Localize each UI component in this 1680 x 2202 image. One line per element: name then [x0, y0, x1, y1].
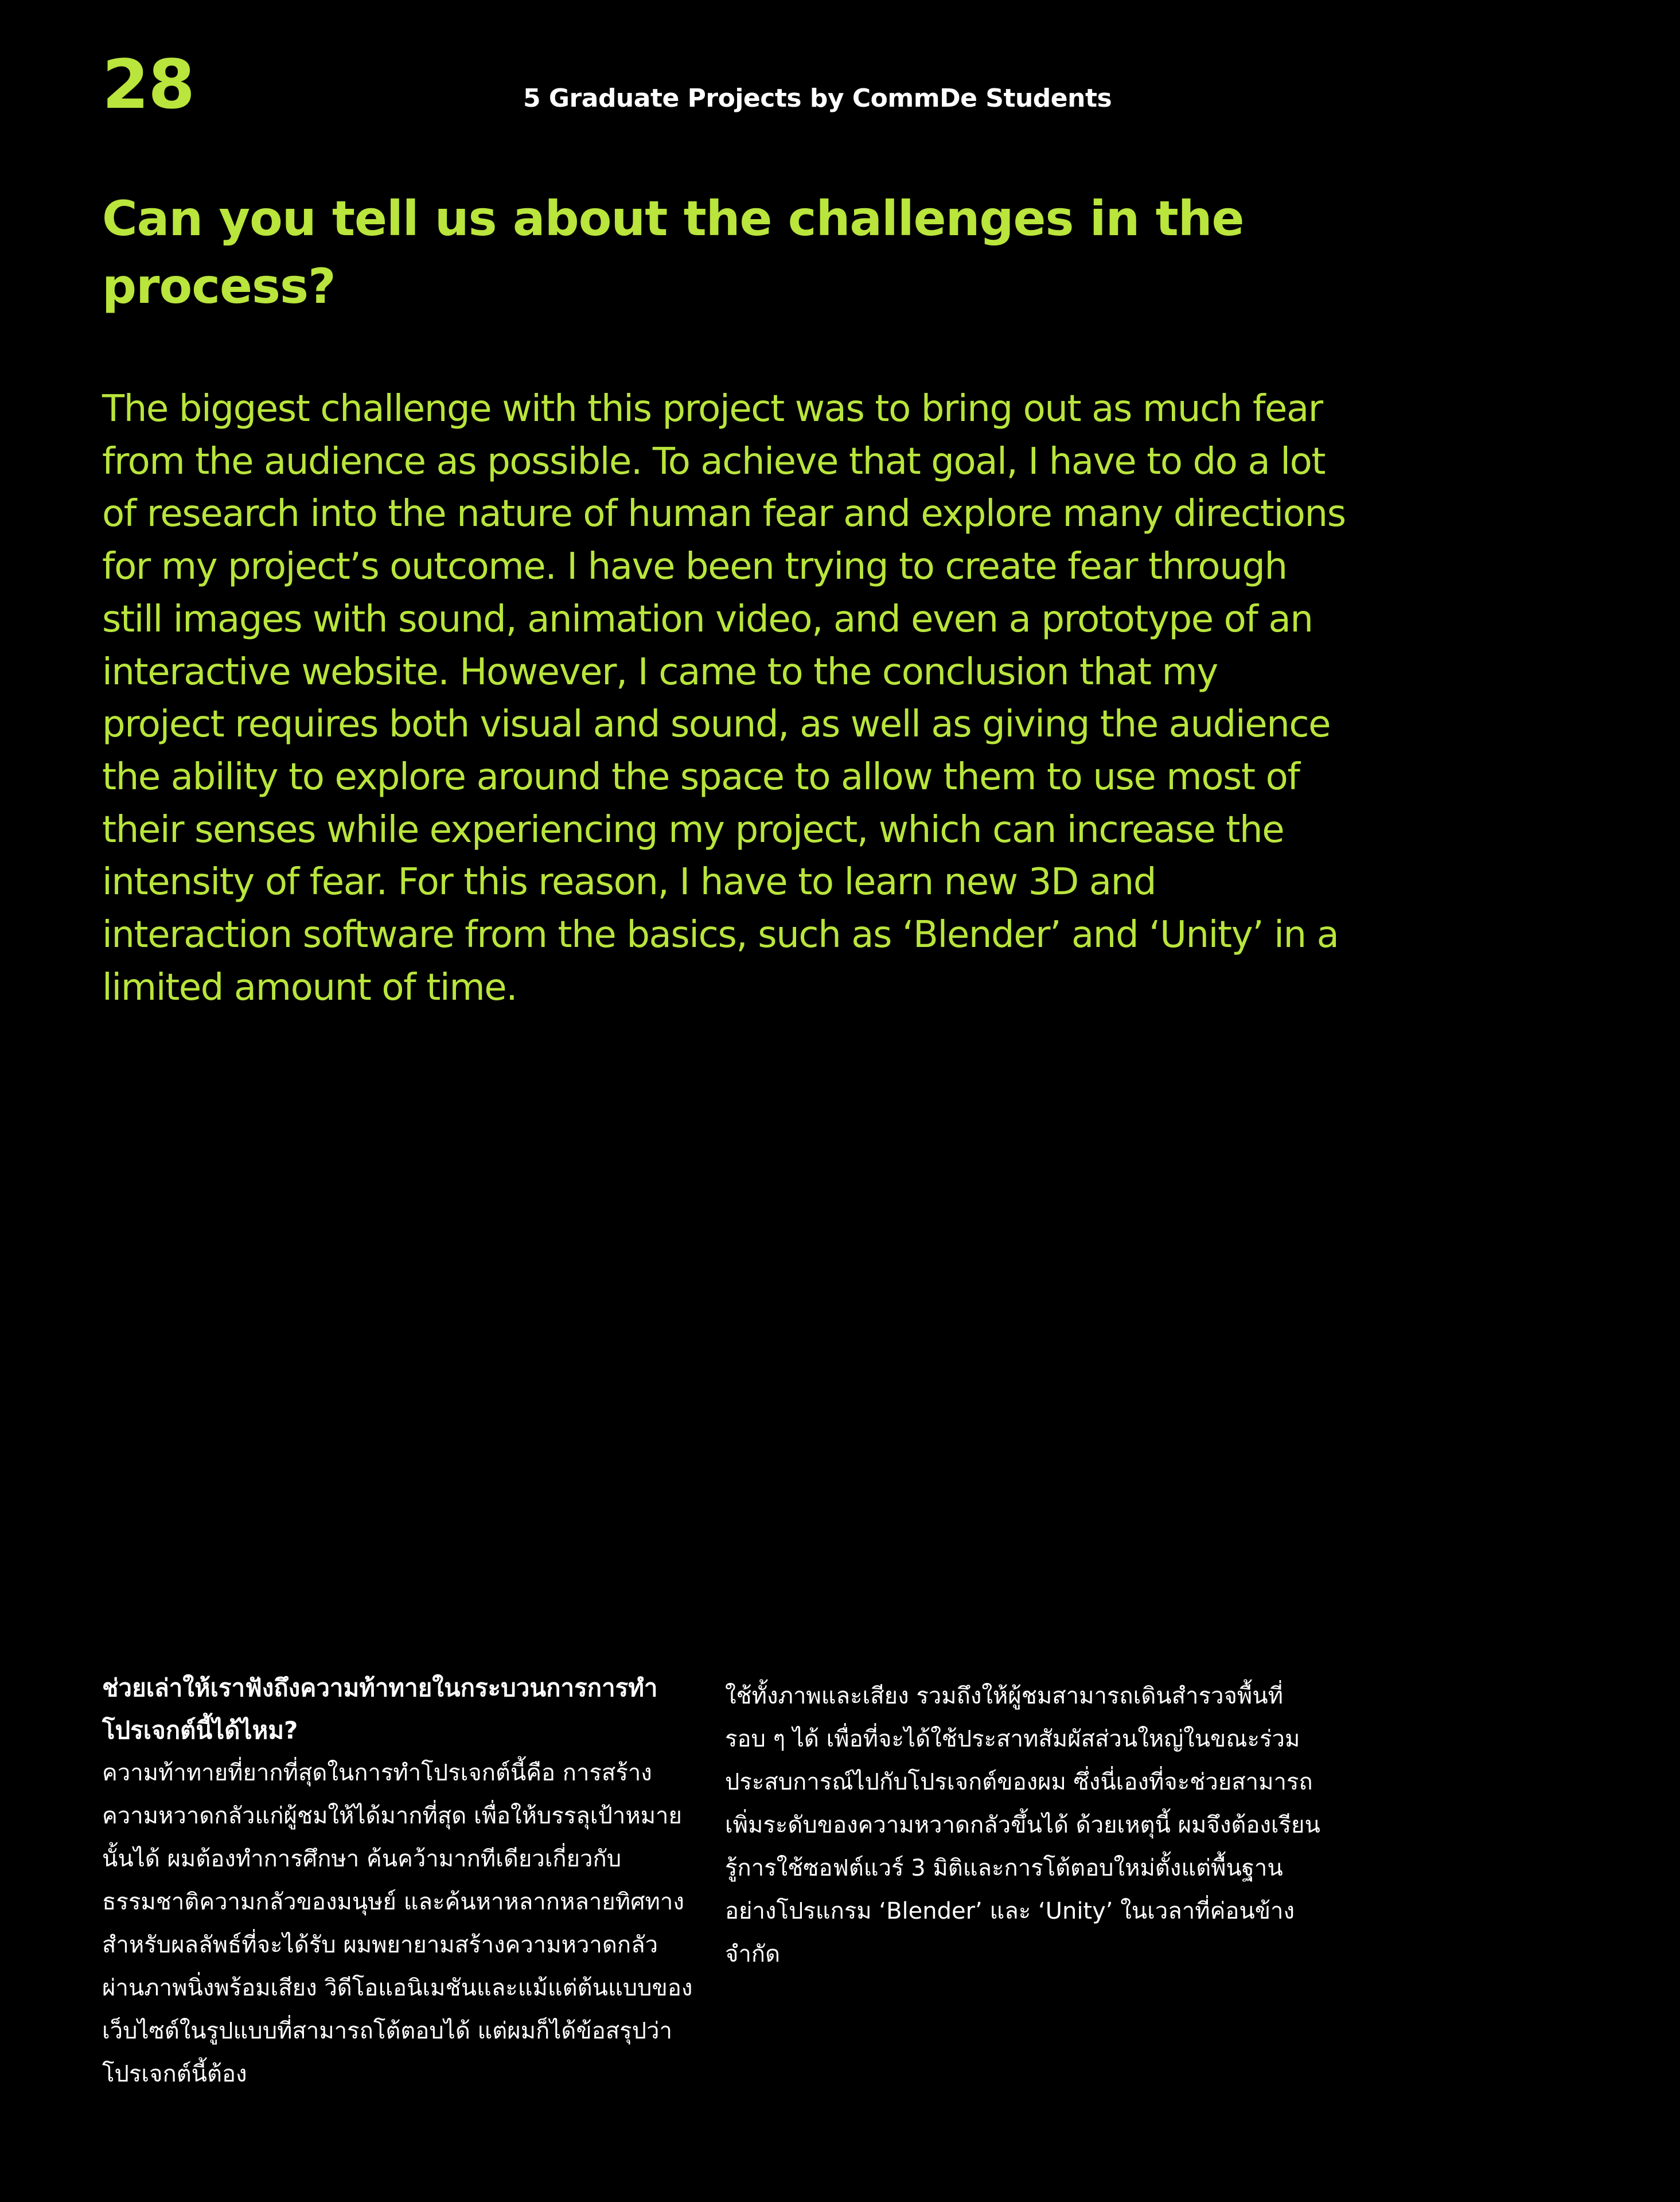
- answer-thai-part-2: ใช้ทั้งภาพและเสียง รวมถึงให้ผู้ชมสามารถเดินสำรวจพื้นที่รอบ ๆ ได้ เพื่อที่จะได้ใช้ประสาทสัมผัสส่วนใหญ่ในขณะร่วมประสบการณ์ไปกับโปรเจกต์ของผม ซึ่งนี่เองที่จะช่วยสามารถเพิ่มระดับของความหวาดกลัวขึ้นได้ ด้วยเหตุนี้ ผมจึงต้องเรียนรู้การใช้ซอฟต์แวร์ 3 มิติและการโต้ตอบใหม่ตั้งแต่พื้นฐาน อย่างโปรแกรม ‘Blender’ และ ‘Unity’ ในเวลาที่ค่อนข้างจำกัด: [725, 1683, 1320, 1967]
- answer-thai-part-1: ความท้าทายที่ยากที่สุดในการทำโปรเจกต์นี้คือ การสร้างความหวาดกลัวแก่ผู้ชมให้ได้มากที่สุด เพื่อให้บรรลุเป้าหมายนั้นได้ ผมต้องทำการศึกษา ค้นคว้ามากทีเดียวเกี่ยวกับธรรมชาติความกลัวของมนุษย์ และค้นหาหลากหลายทิศทางสำหรับผลลัพธ์ที่จะได้รับ ผมพยายามสร้างความหวาดกลัวผ่านภาพนิ่งพร้อมเสียง วิดีโอแอนิเมชันและแม้แต่ต้นแบบของเว็บไซต์ในรูปแบบที่สามารถโต้ตอบได้ แต่ผมก็ได้ข้อสรุปว่าโปรเจกต์นี้ต้อง: [102, 1760, 693, 2087]
- question-thai: ช่วยเล่าให้เราฟังถึงความท้าทายในกระบวนการการทำโปรเจกต์นี้ได้ไหม?: [102, 1674, 658, 1744]
- thai-column-right: [725, 1675, 1322, 1976]
- thai-column-left: [102, 1667, 699, 2096]
- page-number: 28: [102, 45, 194, 124]
- question-english: Can you tell us about the challenges in the process?: [102, 190, 1244, 314]
- running-header: 5 Graduate Projects by CommDe Students: [523, 84, 1112, 113]
- answer-english: The biggest challenge with this project was to bring out as much fear from the audience as possible. To achieve that goal, I have to do a lot of research into the nature of human fear and explore many directions for my project’s outcome. I have been trying to create fear through still images with sound, animation video, and even a prototype of an interactive website. However, I came to the conclusion that my project requires both visual and sound, as well as giving the audience the ability to explore around the space to allow them to use most of their senses while experiencing my project, which can increase the intensity of fear. For this reason, I have to learn new 3D and interaction software from the basics, such as ‘Blender’ and ‘Unity’ in a limited amount of time.: [102, 388, 1346, 1009]
